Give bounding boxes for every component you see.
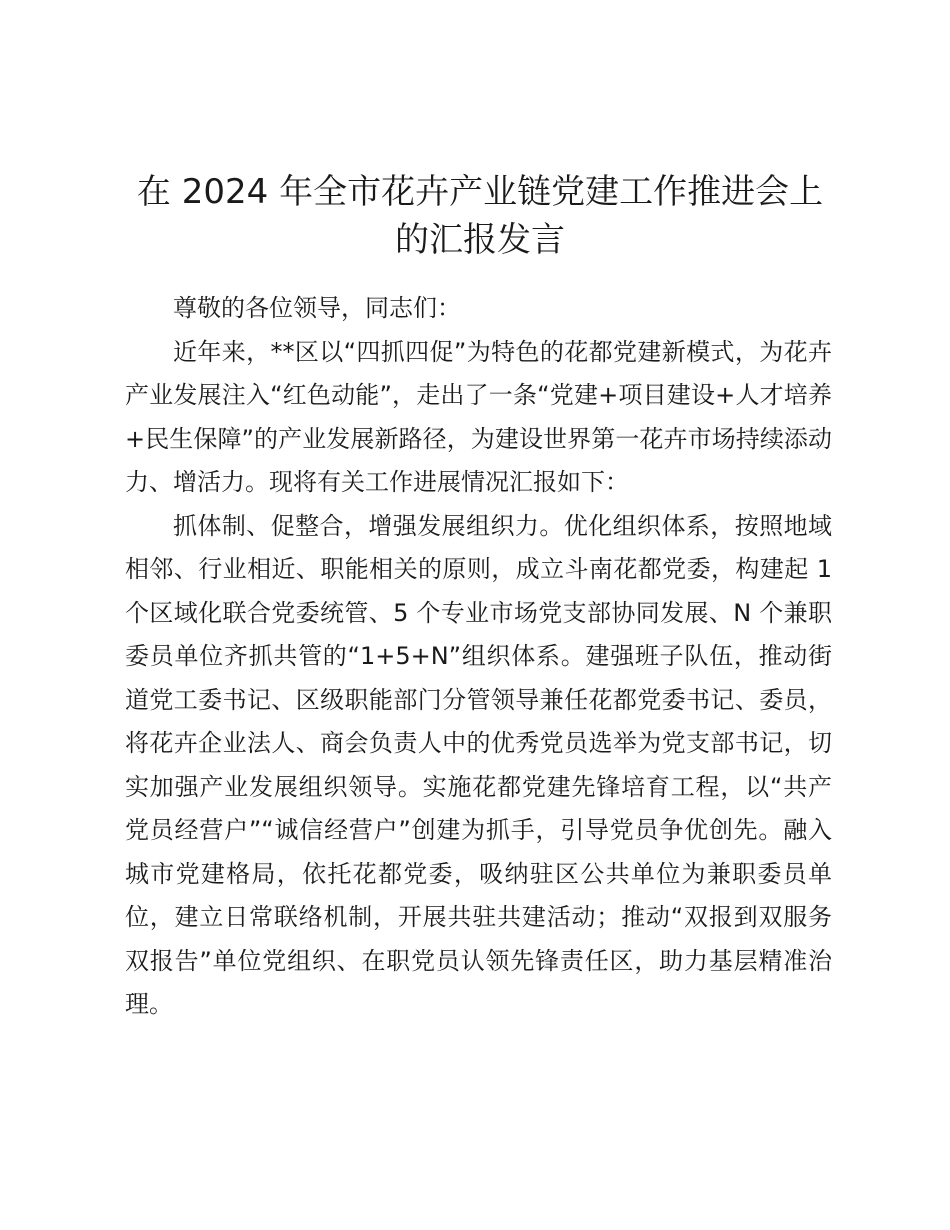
paragraph-organization: 抓体制、促整合，增强发展组织力。优化组织体系，按照地域相邻、行业相近、职能相关的原则，成立斗南花都党委，构建起 1 个区域化联合党委统管、5 个专业市场党支部协同发展、N 个兼职委员单位齐抓共管的“1+5+N”组织体系。建强班子队伍，推动街道党工委书记、区级职能部门分管领导兼任花都党委书记、委员，将花卉企业法人、商会负责人中的优秀党员选举为党支部书记，切实加强产业发展组织领导。实施花都党建先锋培育工程，以“共产党员经营户”“诚信经营户”创建为抓手，引导党员争优创先。融入城市党建格局，依托花都党委，吸纳驻区公共单位为兼职委员单位，建立日常联络机制，开展共驻共建活动；推动“双报到双服务双报告”单位党组织、在职党员认领先锋责任区，助力基层精准治理。	[125, 511, 832, 1018]
document-title: 在 2024 年全市花卉产业链党建工作推进会上的汇报发言	[136, 172, 824, 260]
salutation: 尊敬的各位领导，同志们：	[173, 294, 461, 322]
paragraph-intro: 近年来，**区以“四抓四促”为特色的花都党建新模式，为花卉产业发展注入“红色动能”，走出了一条“党建+项目建设+人才培养+民生保障”的产业发展新路径，为建设世界第一花卉市场持续添动力、增活力。现将有关工作进展情况汇报如下：	[125, 337, 832, 496]
document-body	[125, 287, 832, 1027]
